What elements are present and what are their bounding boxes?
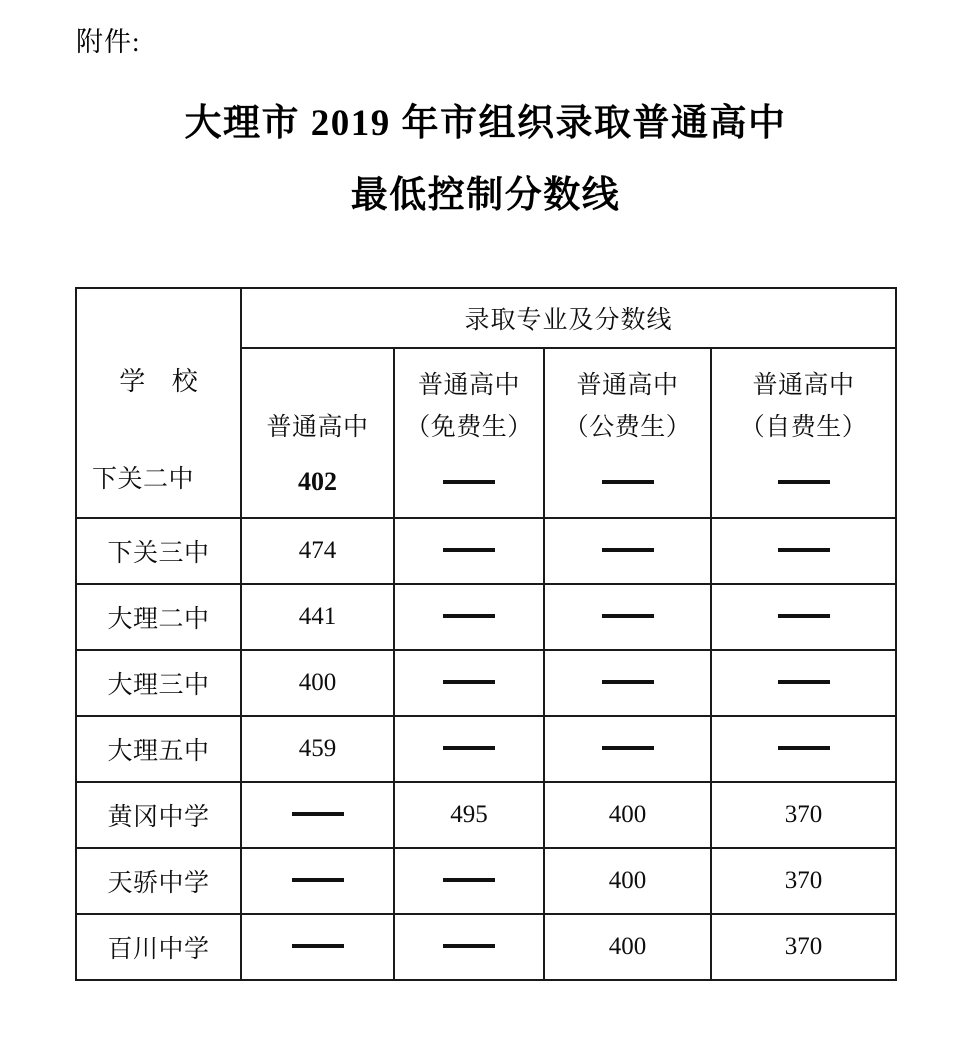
table-row-school-3: 大理三中 — [76, 650, 241, 716]
table-row-school-2: 大理二中 — [76, 584, 241, 650]
empty-dash-icon — [602, 480, 654, 484]
table-subheader-mianfei-label — [395, 365, 543, 449]
empty-dash-icon — [443, 878, 495, 882]
table-subheader-gongfei-cell — [544, 348, 711, 518]
table-subheader-putong-line-1: 普通高中 — [266, 414, 369, 441]
empty-dash-icon — [292, 878, 344, 882]
page-title-line-2: 最低控制分数线 — [350, 175, 621, 216]
table-cell-0-zifei — [712, 467, 895, 497]
table-cell-0-putong: 402 — [298, 467, 337, 496]
empty-dash-icon — [602, 746, 654, 750]
table-cell-0-mianfei — [395, 467, 543, 497]
table-row-school-5: 黄冈中学 — [76, 782, 241, 848]
table-cell-5-putong — [241, 782, 394, 848]
table-cell-2-gongfei — [544, 584, 711, 650]
empty-dash-icon — [443, 746, 495, 750]
table-subheader-gongfei-line-1: 普通高中 — [576, 372, 679, 399]
table-header-group-label: 录取专业及分数线 — [241, 288, 896, 348]
table-row — [76, 716, 896, 782]
admission-score-table — [75, 287, 897, 981]
attachment-label: 附件: — [76, 27, 141, 57]
table-cell-6-mianfei — [394, 848, 544, 914]
table-row — [76, 650, 896, 716]
table-cell-4-mianfei — [394, 716, 544, 782]
table-row — [76, 848, 896, 914]
page-title-line-1: 大理市 2019 年市组织录取普通高中 — [184, 103, 787, 144]
table-subheader-zifei-line-1: 普通高中 — [752, 372, 855, 399]
empty-dash-icon — [443, 548, 495, 552]
table-cell-4-gongfei — [544, 716, 711, 782]
table-row-school-6: 天骄中学 — [76, 848, 241, 914]
table-cell-4-putong: 459 — [241, 716, 394, 782]
empty-dash-icon — [778, 480, 830, 484]
empty-dash-icon — [778, 548, 830, 552]
table-cell-3-zifei — [711, 650, 896, 716]
table-cell-6-zifei: 370 — [711, 848, 896, 914]
empty-dash-icon — [778, 746, 830, 750]
table-row-school-1: 下关三中 — [76, 518, 241, 584]
table-subheader-gongfei-label — [545, 365, 710, 449]
table-cell-1-mianfei — [394, 518, 544, 584]
empty-dash-icon — [443, 480, 495, 484]
table-row-school-7: 百川中学 — [76, 914, 241, 980]
table-cell-3-putong: 400 — [241, 650, 394, 716]
empty-dash-icon — [443, 614, 495, 618]
table-subheader-mianfei-cell — [394, 348, 544, 518]
table-subheader-mianfei-line-2: （免费生） — [405, 414, 533, 441]
table-cell-5-mianfei: 495 — [394, 782, 544, 848]
table-row — [76, 584, 896, 650]
empty-dash-icon — [778, 614, 830, 618]
table-cell-5-zifei: 370 — [711, 782, 896, 848]
table-subheader-gongfei-line-2: （公费生） — [563, 414, 692, 441]
table-cell-7-putong — [241, 914, 394, 980]
table-subheader-zifei-line-2: （自费生） — [739, 414, 868, 441]
table-body — [76, 288, 896, 980]
table-cell-7-gongfei: 400 — [544, 914, 711, 980]
page-title — [0, 88, 971, 232]
empty-dash-icon — [292, 812, 344, 816]
empty-dash-icon — [602, 680, 654, 684]
table-row — [76, 782, 896, 848]
table-cell-6-putong — [241, 848, 394, 914]
score-table-container — [75, 287, 895, 981]
table-cell-7-zifei: 370 — [711, 914, 896, 980]
table-cell-7-mianfei — [394, 914, 544, 980]
table-cell-2-putong: 441 — [241, 584, 394, 650]
empty-dash-icon — [602, 614, 654, 618]
table-cell-3-mianfei — [394, 650, 544, 716]
table-cell-3-gongfei — [544, 650, 711, 716]
table-subheader-mianfei-line-1: 普通高中 — [417, 372, 520, 399]
empty-dash-icon — [292, 944, 344, 948]
table-header-school-corner — [76, 288, 241, 518]
table-subheader-zifei-label — [712, 365, 895, 449]
table-subheader-putong-cell — [241, 348, 394, 518]
empty-dash-icon — [443, 944, 495, 948]
empty-dash-icon — [778, 680, 830, 684]
table-cell-1-putong: 474 — [241, 518, 394, 584]
table-cell-5-gongfei: 400 — [544, 782, 711, 848]
table-cell-2-zifei — [711, 584, 896, 650]
table-cell-6-gongfei: 400 — [544, 848, 711, 914]
table-cell-0-gongfei — [545, 467, 710, 497]
table-row-school-4: 大理五中 — [76, 716, 241, 782]
empty-dash-icon — [443, 680, 495, 684]
table-row — [76, 914, 896, 980]
table-cell-1-gongfei — [544, 518, 711, 584]
table-row — [76, 518, 896, 584]
empty-dash-icon — [602, 548, 654, 552]
table-group-header-row — [76, 288, 896, 348]
table-subheader-putong-label — [242, 407, 393, 449]
table-row-school-0: 下关二中 — [92, 466, 195, 493]
table-cell-4-zifei — [711, 716, 896, 782]
table-subheader-zifei-cell — [711, 348, 896, 518]
table-cell-1-zifei — [711, 518, 896, 584]
table-header-school-label: 学 校 — [119, 367, 208, 396]
table-cell-2-mianfei — [394, 584, 544, 650]
